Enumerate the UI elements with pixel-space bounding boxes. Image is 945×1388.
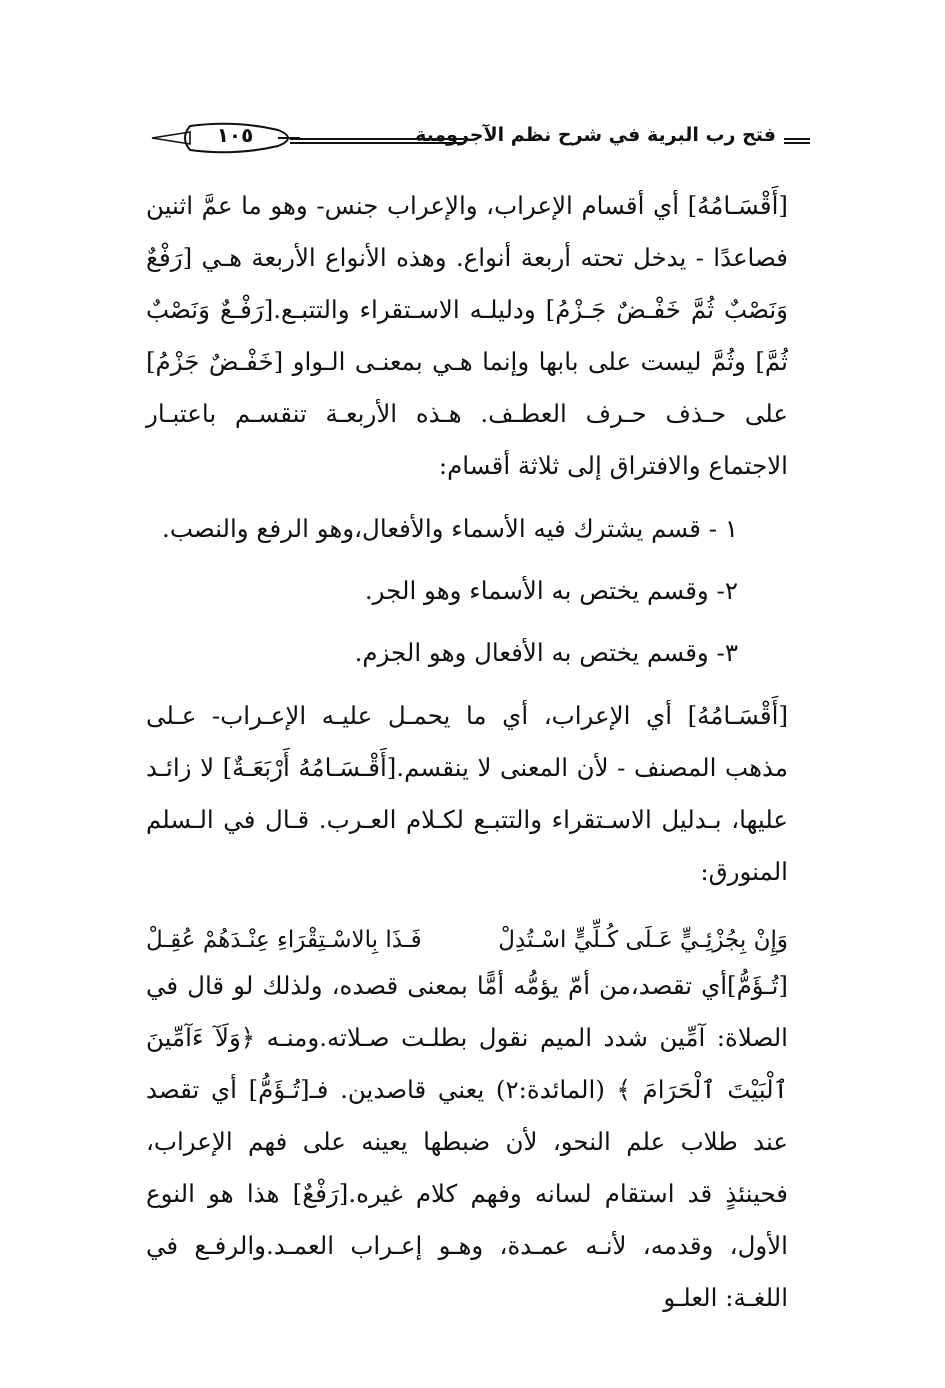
page-header [150, 118, 810, 158]
main-text [146, 180, 788, 1324]
paragraph-2: [أَقْسَـامُهُ] أي الإعراب، أي ما يحمـل عليـه الإعـراب- عـلى مذهب المصنف - لأن المعنى لا ينقسم.[أَقْـسَـامُهُ أَرْبَعَـةٌ] لا زائـد عليها، بـدليل الاسـتقراء والتتبـع لكـلام العـرب. قـال في الـسلم المنورق: [146, 701, 788, 886]
list-item-1: ١ - قسم يشترك فيه الأسماء والأفعال،وهو الرفع والنصب. [162, 514, 738, 543]
paragraph-3: [تُـؤَمُّ]أي تقصد،من أمّ يؤمُّه أمًّا بمعنى قصده، ولذلك لو قال في الصلاة: آمِّين شدد الميم نقول بطلـت صـلاته.ومنـه ﴿وَلَآ ءَآمِّينَ ٱلْبَيْتَ ٱلْحَرَامَ ﴾ (المائدة:٢) يعني قاصدين. فـ[تُـؤَمُّ] أي تقصد عند طلاب علم النحو، لأن ضبطها يعينه على فهم الإعراب، فحينئذٍ قد استقام لسانه وفهم كلام غيره.[رَفْعٌ] هذا هو النوع الأول، وقدمه، لأنـه عمـدة، وهـو إعـراب العمـد.والرفـع في اللغـة: العلـو [146, 971, 788, 1312]
paragraph-1: [أَقْسَـامُهُ] أي أقسام الإعراب، والإعراب جنس- وهو ما عمَّ اثنين فصاعدًا - يدخل تحته أربعة أنواع. وهذه الأنواع الأربعة هـي [رَفْعٌ وَنَصْبٌ ثُمَّ خَفْـضٌ جَـزْمُ] ودليلـه الاسـتقراء والتتبـع.[رَفْـعٌ وَنَصْبٌ ثُمَّ] وثُمَّ ليست على بابها وإنما هـي بمعنـى الـواو [خَفْـضٌ جَزْمُ] على حـذف حـرف العطـف. هـذه الأربعـة تنقسـم باعتبـار الاجتماع والافتراق إلى ثلاثة أقسام: [146, 191, 788, 480]
page-number: ١٠٥ [216, 123, 254, 147]
header-rule [290, 138, 464, 144]
list-item-2: ٢- وقسم يختص به الأسماء وهو الجر. [364, 576, 738, 605]
running-title: فتح رب البرية في شرح نظم الآجرومية [415, 124, 776, 146]
poem-verse [146, 920, 788, 960]
verse-first-hemistich: وَإِنْ بِجُزْئِـيٍّ عَـلَى كُـلِّيٍّ اسْـتُدِلْ [498, 927, 788, 953]
list-item-3: ٣- وقسم يختص به الأفعال وهو الجزم. [354, 638, 738, 667]
verse-second-hemistich: فَـذَا بِالاسْـتِقْرَاءِ عِنْـدَهُمْ عُقِـلْ [146, 927, 422, 953]
header-rule-right [784, 138, 810, 144]
